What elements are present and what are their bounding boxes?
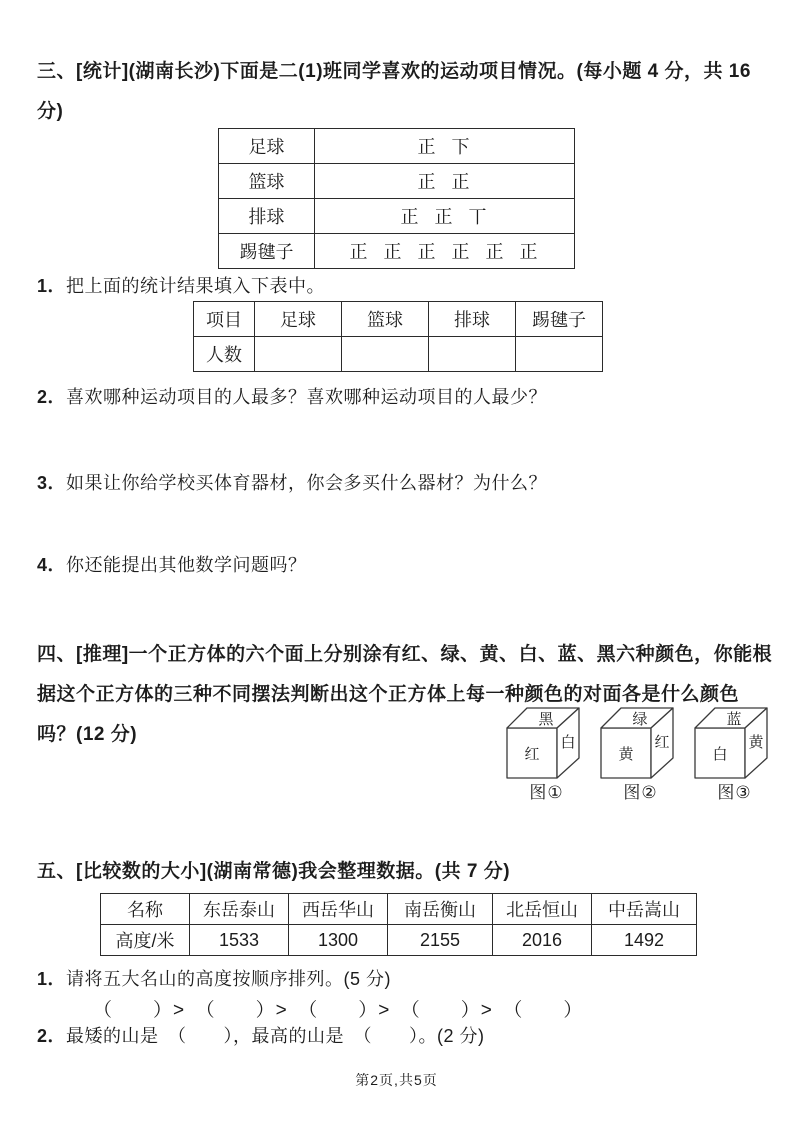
tally-marks: 正 下 [315, 129, 575, 164]
cube-front-label: 白 [711, 746, 728, 763]
section5-question-2: 2．最矮的山是 （ ），最高的山是 （ ）。(2 分) [37, 1026, 485, 1046]
mountain-header-cell: 南岳衡山 [388, 894, 493, 925]
tally-item: 足球 [219, 129, 315, 164]
tally-marks: 正 正 丅 [315, 199, 575, 234]
section4-heading: 四、[推理]一个正方体的六个面上分别涂有红、绿、黄、白、蓝、黑六种颜色，你能根据这个正方体的三种不同摆法判断出这个正方体上每一种颜色的对面各是什么颜色吗？(12 分) [37, 644, 773, 745]
tally-marks: 正 正 [315, 164, 575, 199]
cube-caption-2: 图② [623, 783, 658, 802]
cube-figure-2 [598, 702, 683, 803]
fill-header-cell: 踢毽子 [516, 302, 603, 337]
tally-item: 篮球 [219, 164, 315, 199]
cube-front-label: 黄 [617, 746, 634, 763]
cube-top-label: 蓝 [725, 711, 742, 728]
cube-figure-1 [504, 702, 589, 803]
cube-drawing-3 [693, 702, 777, 782]
mountain-header-cell: 名称 [101, 894, 190, 925]
cube-top-label: 绿 [631, 711, 648, 728]
fill-answer-cell [429, 337, 516, 372]
mountain-height-cell: 2016 [493, 925, 592, 956]
cube-side-label: 黄 [747, 734, 764, 751]
fill-row-label: 人数 [194, 337, 255, 372]
tally-item: 排球 [219, 199, 315, 234]
tally-marks: 正 正 正 正 正 正 [315, 234, 575, 269]
mountain-height-cell: 高度/米 [101, 925, 190, 956]
mountain-header-cell: 东岳泰山 [190, 894, 289, 925]
fill-table-answer-row [194, 337, 603, 372]
section3-question-2: 2．喜欢哪种运动项目的人最多？喜欢哪种运动项目的人最少？ [37, 387, 548, 407]
section3-question-3: 3．如果让你给学校买体育器材，你会多买什么器材？为什么？ [37, 473, 548, 493]
fill-header-cell: 排球 [429, 302, 516, 337]
cube-front-label: 红 [523, 746, 540, 763]
fill-answer-cell [342, 337, 429, 372]
mountain-height-cell: 1300 [289, 925, 388, 956]
section5-ordering-blanks: （ ）> （ ）> （ ）> （ ）> （ ） [93, 1000, 584, 1021]
tally-table [218, 128, 575, 269]
mountain-header-cell: 西岳华山 [289, 894, 388, 925]
cube-drawing-2 [599, 702, 683, 782]
tally-row [219, 129, 575, 164]
mountain-header-row [101, 894, 697, 925]
mountain-height-cell: 1492 [592, 925, 697, 956]
cube-caption-3: 图③ [717, 783, 752, 802]
cube-top-label: 黑 [537, 711, 554, 728]
tally-row [219, 234, 575, 269]
section5-question-1: 1．请将五大名山的高度按顺序排列。(5 分) [37, 969, 392, 989]
section3-question-4: 4．你还能提出其他数学问题吗？ [37, 555, 307, 575]
cube-side-label: 白 [559, 734, 576, 751]
fill-header-cell: 足球 [255, 302, 342, 337]
section5-heading: 五、[比较数的大小](湖南常德)我会整理数据。(共 7 分) [37, 861, 511, 882]
tally-item: 踢毽子 [219, 234, 315, 269]
cube-figures [504, 702, 777, 803]
mountain-header-cell: 中岳嵩山 [592, 894, 697, 925]
fill-table-header-row [194, 302, 603, 337]
tally-row [219, 199, 575, 234]
section3-heading: 三、[统计](湖南长沙)下面是二(1)班同学喜欢的运动项目情况。(每小题 4 分，共 16 分) [37, 61, 751, 122]
mountain-header-cell: 北岳恒山 [493, 894, 592, 925]
page-number: 第2页,共5页 [355, 1072, 438, 1088]
cube-side-label: 红 [653, 734, 670, 751]
cube-caption-1: 图① [529, 783, 564, 802]
cube-drawing-1 [505, 702, 589, 782]
fill-header-cell: 项目 [194, 302, 255, 337]
fill-answer-cell [516, 337, 603, 372]
fill-in-table [193, 301, 603, 372]
fill-answer-cell [255, 337, 342, 372]
mountain-height-cell: 2155 [388, 925, 493, 956]
fill-header-cell: 篮球 [342, 302, 429, 337]
mountain-table [100, 893, 697, 956]
cube-figure-3 [692, 702, 777, 803]
tally-row [219, 164, 575, 199]
mountain-height-row [101, 925, 697, 956]
section3-question-1: 1．把上面的统计结果填入下表中。 [37, 276, 326, 296]
mountain-height-cell: 1533 [190, 925, 289, 956]
